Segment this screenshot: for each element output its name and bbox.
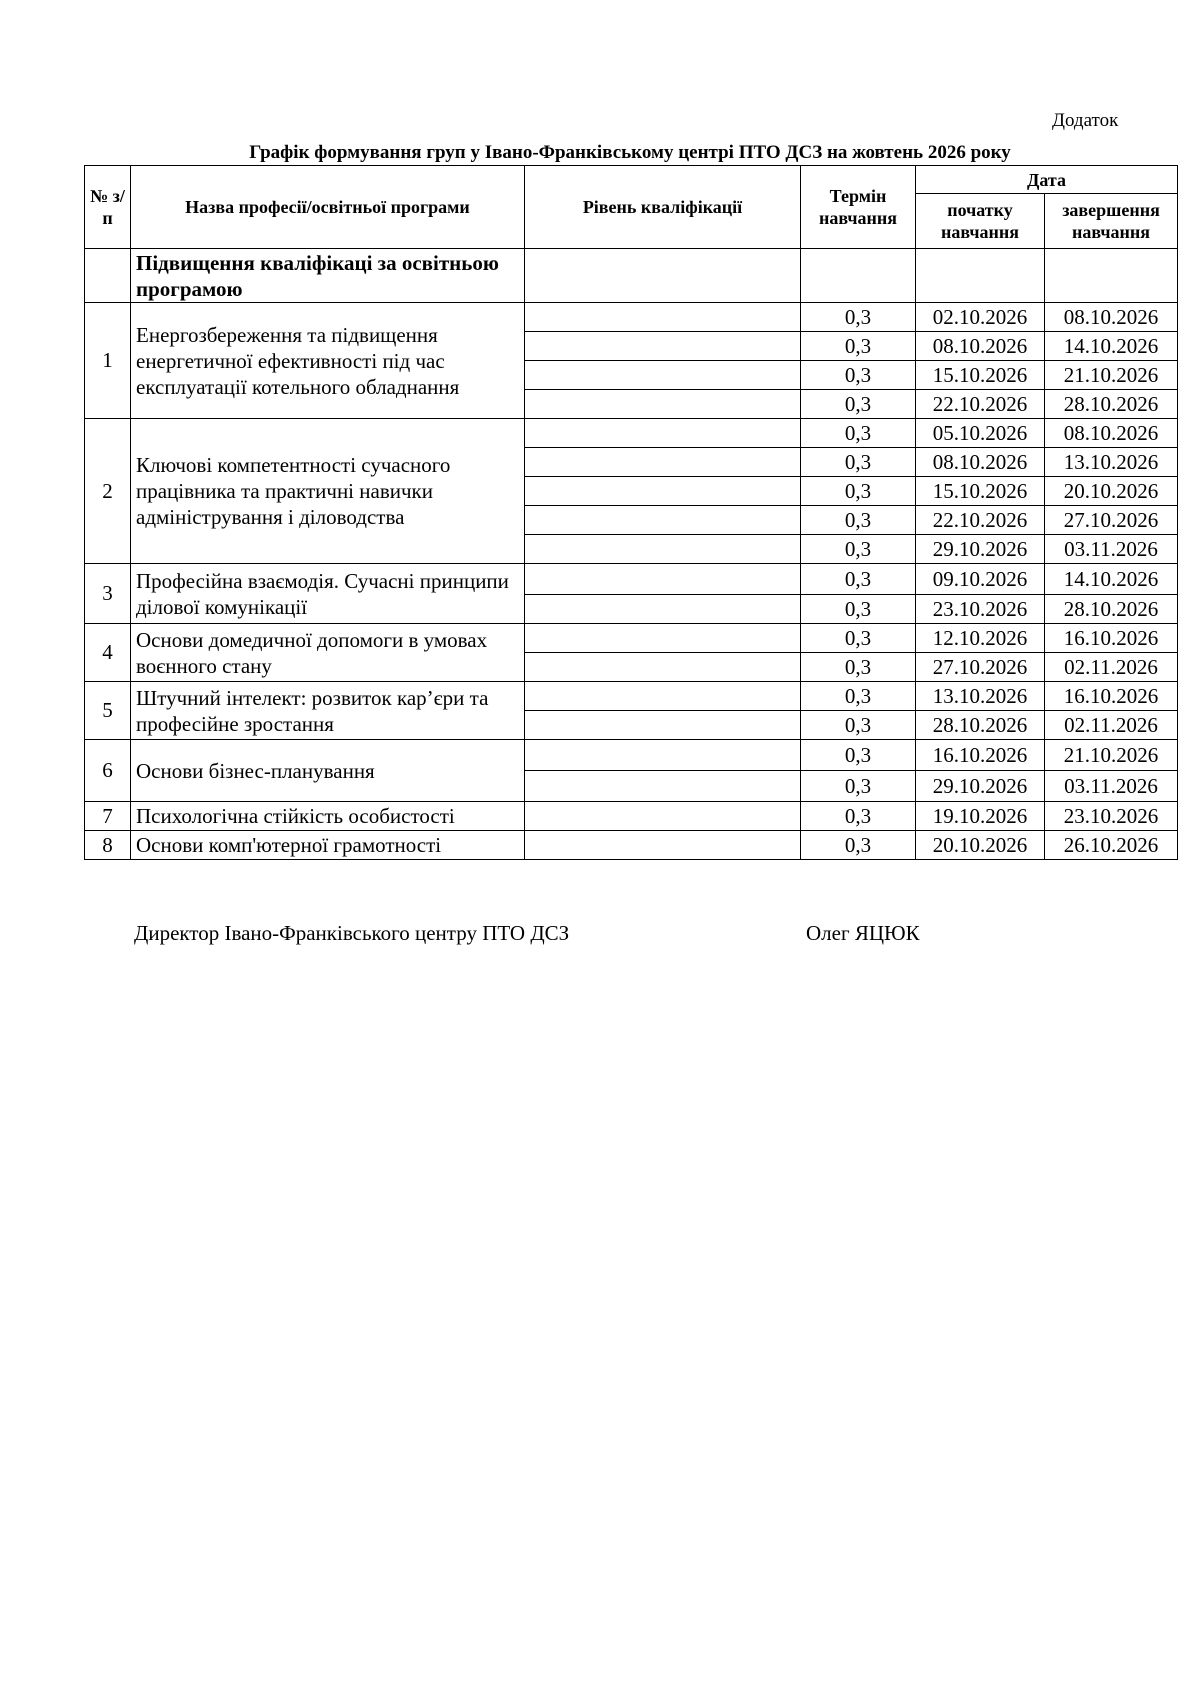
study-term: 0,3 (801, 332, 916, 361)
qualification-level (525, 535, 801, 564)
header-term: Термін навчання (801, 166, 916, 249)
qualification-level (525, 653, 801, 682)
end-date: 20.10.2026 (1045, 477, 1178, 506)
start-date: 27.10.2026 (916, 653, 1045, 682)
study-term: 0,3 (801, 477, 916, 506)
start-date: 13.10.2026 (916, 682, 1045, 711)
qualification-level (525, 564, 801, 595)
program-number: 5 (85, 682, 131, 740)
end-date: 14.10.2026 (1045, 332, 1178, 361)
qualification-level (525, 390, 801, 419)
study-term: 0,3 (801, 802, 916, 831)
program-number: 2 (85, 419, 131, 564)
study-term: 0,3 (801, 303, 916, 332)
study-term: 0,3 (801, 506, 916, 535)
appendix-label: Додаток (1052, 110, 1119, 131)
qualification-level (525, 419, 801, 448)
program-number: 6 (85, 740, 131, 802)
end-date: 02.11.2026 (1045, 653, 1178, 682)
end-date: 28.10.2026 (1045, 595, 1178, 624)
qualification-level (525, 831, 801, 860)
section-term-cell (801, 249, 916, 303)
start-date: 22.10.2026 (916, 390, 1045, 419)
table-row (85, 740, 1178, 771)
qualification-level (525, 595, 801, 624)
table-row (85, 682, 1178, 711)
study-term: 0,3 (801, 682, 916, 711)
end-date: 21.10.2026 (1045, 740, 1178, 771)
end-date: 13.10.2026 (1045, 448, 1178, 477)
document-title: Графік формування груп у Івано-Франківському центрі ПТО ДСЗ на жовтень 2026 року (249, 142, 1011, 163)
header-start: початку навчання (916, 194, 1045, 249)
program-number: 3 (85, 564, 131, 624)
end-date: 27.10.2026 (1045, 506, 1178, 535)
study-term: 0,3 (801, 595, 916, 624)
qualification-level (525, 682, 801, 711)
study-term: 0,3 (801, 740, 916, 771)
study-term: 0,3 (801, 448, 916, 477)
section-num-cell (85, 249, 131, 303)
qualification-level (525, 303, 801, 332)
study-term: 0,3 (801, 653, 916, 682)
end-date: 26.10.2026 (1045, 831, 1178, 860)
section-start-cell (916, 249, 1045, 303)
qualification-level (525, 361, 801, 390)
table-row (85, 303, 1178, 332)
program-name: Основи бізнес-планування (131, 740, 525, 802)
end-date: 03.11.2026 (1045, 771, 1178, 802)
qualification-level (525, 771, 801, 802)
start-date: 08.10.2026 (916, 332, 1045, 361)
signature-position: Директор Івано-Франківського центру ПТО ДСЗ (134, 921, 570, 945)
start-date: 12.10.2026 (916, 624, 1045, 653)
qualification-level (525, 711, 801, 740)
table-row (85, 564, 1178, 595)
signature-name: Олег ЯЦЮК (806, 921, 920, 945)
start-date: 15.10.2026 (916, 477, 1045, 506)
end-date: 02.11.2026 (1045, 711, 1178, 740)
end-date: 16.10.2026 (1045, 624, 1178, 653)
start-date: 20.10.2026 (916, 831, 1045, 860)
header-date: Дата (916, 166, 1178, 194)
qualification-level (525, 332, 801, 361)
end-date: 28.10.2026 (1045, 390, 1178, 419)
start-date: 08.10.2026 (916, 448, 1045, 477)
program-number: 8 (85, 831, 131, 860)
program-number: 4 (85, 624, 131, 682)
header-name: Назва професії/освітньої програми (131, 166, 525, 249)
start-date: 09.10.2026 (916, 564, 1045, 595)
study-term: 0,3 (801, 535, 916, 564)
header-num: № з/п (85, 166, 131, 249)
header-level: Рівень кваліфікації (525, 166, 801, 249)
schedule-table (84, 165, 1178, 860)
study-term: 0,3 (801, 771, 916, 802)
study-term: 0,3 (801, 624, 916, 653)
start-date: 15.10.2026 (916, 361, 1045, 390)
table-row (85, 624, 1178, 653)
qualification-level (525, 477, 801, 506)
end-date: 21.10.2026 (1045, 361, 1178, 390)
start-date: 29.10.2026 (916, 535, 1045, 564)
end-date: 08.10.2026 (1045, 419, 1178, 448)
program-name: Основи домедичної допомоги в умовах воєнного стану (131, 624, 525, 682)
start-date: 23.10.2026 (916, 595, 1045, 624)
start-date: 16.10.2026 (916, 740, 1045, 771)
program-name: Професійна взаємодія. Сучасні принципи ділової комунікації (131, 564, 525, 624)
table-row (85, 802, 1178, 831)
section-row (85, 249, 1178, 303)
end-date: 08.10.2026 (1045, 303, 1178, 332)
program-name: Ключові компетентності сучасного працівника та практичні навички адміністрування і діловодства (131, 419, 525, 564)
study-term: 0,3 (801, 711, 916, 740)
start-date: 29.10.2026 (916, 771, 1045, 802)
qualification-level (525, 802, 801, 831)
program-name: Енергозбереження та підвищення енергетичної ефективності під час експлуатації котельного обладнання (131, 303, 525, 419)
end-date: 14.10.2026 (1045, 564, 1178, 595)
program-number: 1 (85, 303, 131, 419)
section-end-cell (1045, 249, 1178, 303)
study-term: 0,3 (801, 564, 916, 595)
qualification-level (525, 448, 801, 477)
end-date: 16.10.2026 (1045, 682, 1178, 711)
qualification-level (525, 624, 801, 653)
program-name: Основи комп'ютерної грамотності (131, 831, 525, 860)
study-term: 0,3 (801, 390, 916, 419)
end-date: 03.11.2026 (1045, 535, 1178, 564)
start-date: 05.10.2026 (916, 419, 1045, 448)
section-level-cell (525, 249, 801, 303)
study-term: 0,3 (801, 419, 916, 448)
start-date: 22.10.2026 (916, 506, 1045, 535)
start-date: 28.10.2026 (916, 711, 1045, 740)
program-number: 7 (85, 802, 131, 831)
program-name: Психологічна стійкість особистості (131, 802, 525, 831)
study-term: 0,3 (801, 361, 916, 390)
study-term: 0,3 (801, 831, 916, 860)
qualification-level (525, 740, 801, 771)
start-date: 19.10.2026 (916, 802, 1045, 831)
header-end: завершення навчання (1045, 194, 1178, 249)
qualification-level (525, 506, 801, 535)
table-row (85, 419, 1178, 448)
end-date: 23.10.2026 (1045, 802, 1178, 831)
start-date: 02.10.2026 (916, 303, 1045, 332)
section-label: Підвищення кваліфікаці за освітньою програмою (131, 249, 525, 303)
table-row (85, 831, 1178, 860)
program-name: Штучний інтелект: розвиток кар’єри та професійне зростання (131, 682, 525, 740)
